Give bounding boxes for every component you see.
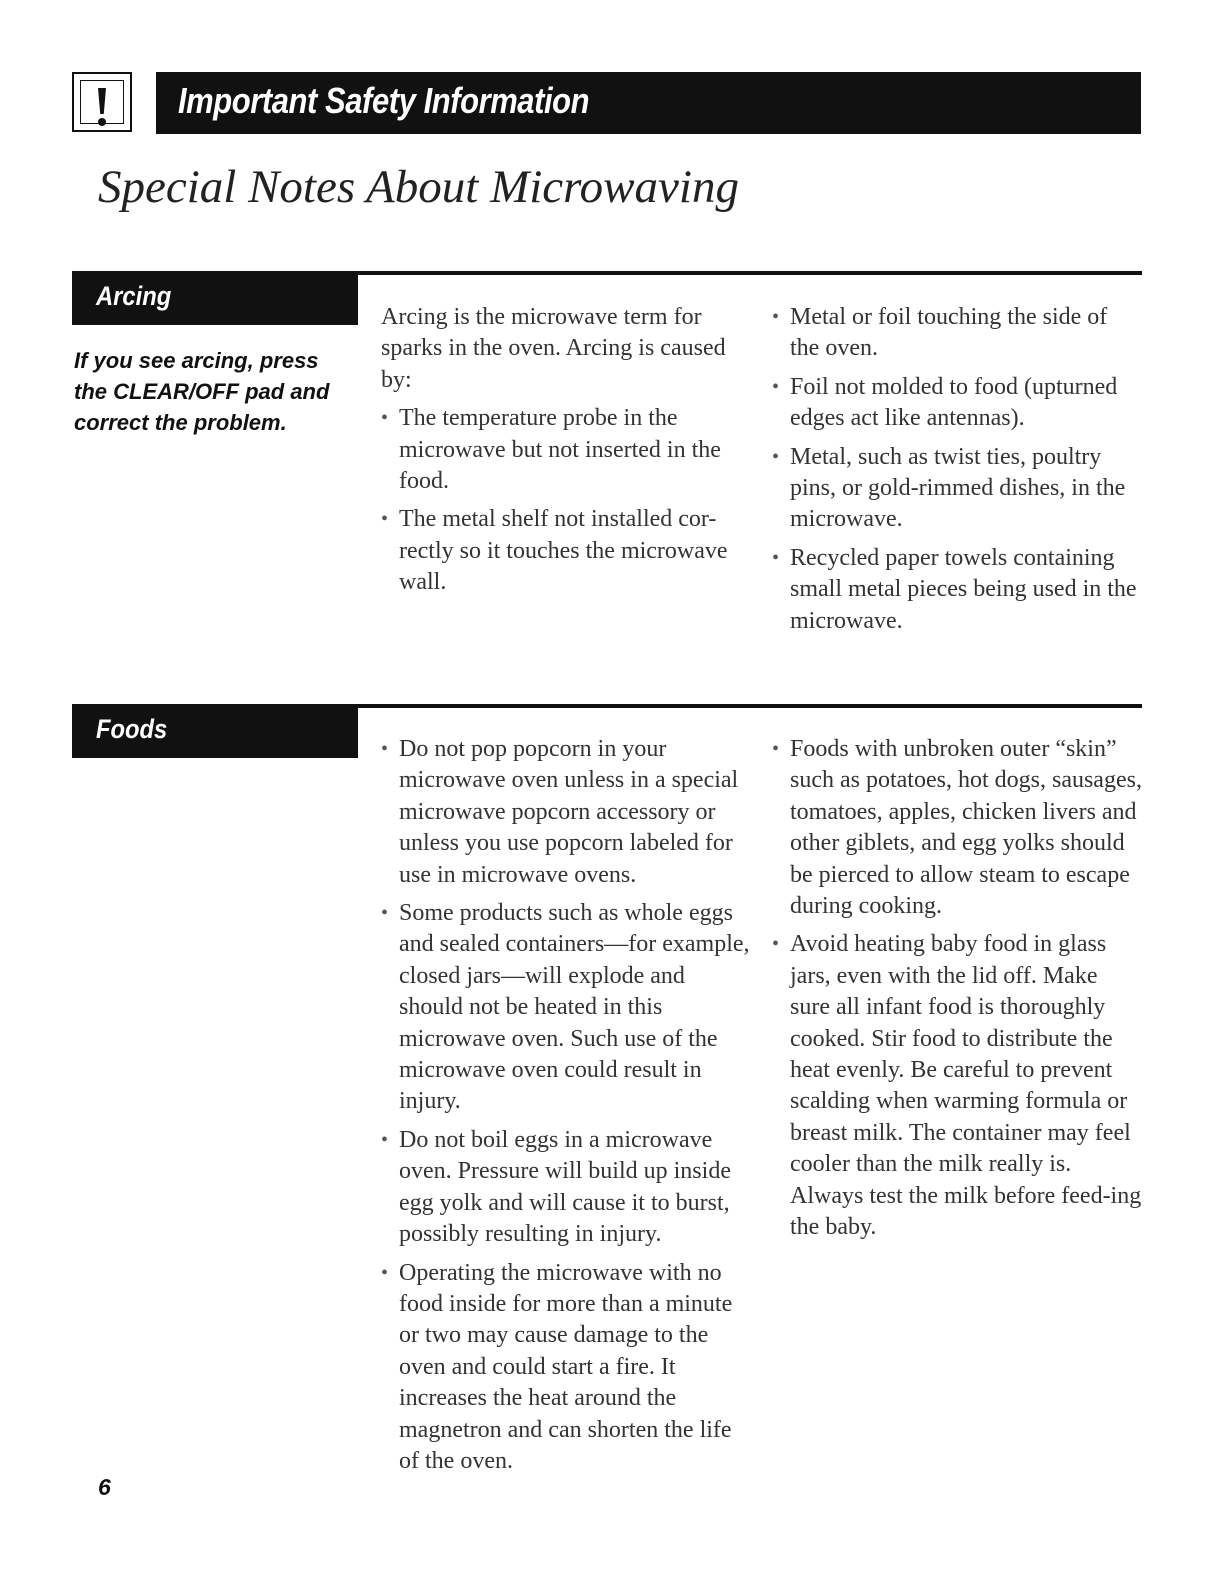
arcing-note: If you see arcing, press the CLEAR/OFF pad and correct the problem. xyxy=(74,348,330,435)
arcing-left-list xyxy=(381,403,751,598)
arcing-rule xyxy=(358,271,1142,275)
list-item: • Foil not molded to food (upturned edges act like antennas). xyxy=(772,372,1142,435)
page-title: Important Safety Information xyxy=(178,80,590,121)
arcing-right-list xyxy=(772,302,1142,637)
exclamation-bar xyxy=(98,88,106,114)
page-subtitle: Special Notes About Microwaving xyxy=(98,161,739,213)
list-item: • Operating the microwave with no food inside for more than a minute or two may cause damage to the oven and could start a fire. It increases the heat around the magnetron and can shorten the life of the oven. xyxy=(381,1258,751,1478)
exclamation-icon xyxy=(80,80,124,124)
foods-rule xyxy=(358,704,1142,708)
list-item: • Avoid heating baby food in glass jars, even with the lid off. Make sure all infant food is thoroughly cooked. Stir food to distribute the heat evenly. Be careful to prevent scalding when warming formula or breast milk. The container may feel cooler than the milk really is. Always test the milk before feed-ing the baby. xyxy=(772,929,1142,1243)
list-item: • The temperature probe in the microwave but not inserted in the food. xyxy=(381,403,751,497)
list-item: • Metal or foil touching the side of the oven. xyxy=(772,302,1142,365)
list-item: • The metal shelf not installed cor-rectly so it touches the microwave wall. xyxy=(381,504,751,598)
arcing-label-text: Arcing xyxy=(96,281,172,311)
warning-box xyxy=(72,72,132,132)
list-item: • Foods with unbroken outer “skin” such as potatoes, hot dogs, sausages, tomatoes, apples, chicken livers and other giblets, and egg yolks should be pierced to allow steam to escape during cooking. xyxy=(772,734,1142,922)
arcing-left-column xyxy=(381,302,751,606)
arcing-section-label xyxy=(72,271,358,325)
list-item: • Do not boil eggs in a microwave oven. Pressure will build up inside egg yolk and will cause it to burst, possibly resulting in injury. xyxy=(381,1125,751,1251)
page-number: 6 xyxy=(98,1474,111,1500)
arcing-right-column xyxy=(772,302,1142,644)
foods-left-column xyxy=(381,734,751,1484)
foods-section-label xyxy=(72,704,358,758)
list-item: • Recycled paper towels containing small metal pieces being used in the microwave. xyxy=(772,543,1142,637)
header-bar xyxy=(156,72,1141,134)
list-item: • Do not pop popcorn in your microwave oven unless in a special microwave popcorn accessory or unless you use popcorn labeled for use in microwave ovens. xyxy=(381,734,751,891)
exclamation-dot xyxy=(98,118,106,126)
foods-right-column xyxy=(772,734,1142,1251)
arcing-intro: Arcing is the microwave term for sparks in the oven. Arcing is caused by: xyxy=(381,304,726,393)
foods-left-list xyxy=(381,734,751,1477)
foods-right-list xyxy=(772,734,1142,1244)
foods-label-text: Foods xyxy=(96,714,168,744)
list-item: • Metal, such as twist ties, poultry pins, or gold-rimmed dishes, in the microwave. xyxy=(772,442,1142,536)
list-item: • Some products such as whole eggs and sealed containers—for example, closed jars—will explode and should not be heated in this microwave oven. Such use of the microwave oven could result in injury. xyxy=(381,898,751,1118)
